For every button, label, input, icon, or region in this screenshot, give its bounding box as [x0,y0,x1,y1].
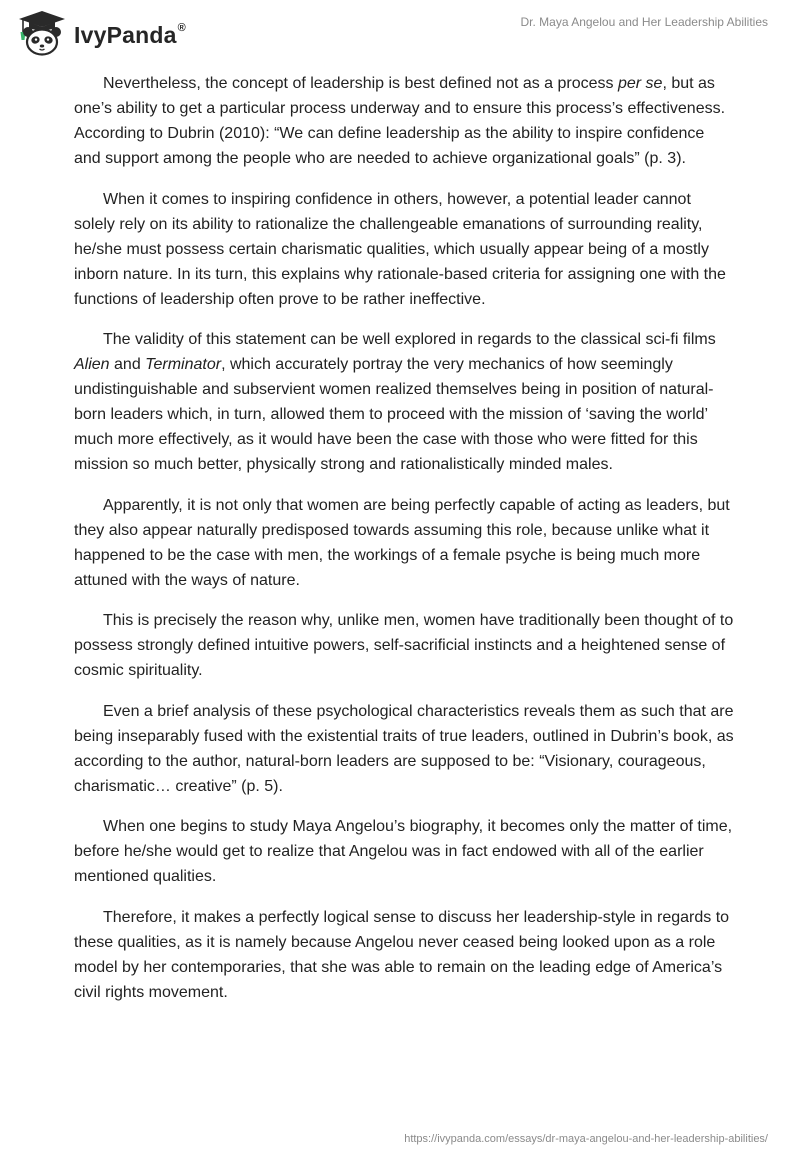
page-header [0,0,800,64]
logo-wordmark: IvyPanda® [74,21,186,48]
source-url[interactable]: https://ivypanda.com/essays/dr-maya-angelou-and-her-leadership-abilities/ [404,1133,768,1145]
paragraph: When one begins to study Maya Angelou’s biography, it becomes only the matter of time, before he/she would get to realize that Angelou was in fact endowed with all of the earlier mentioned qualities. [74,818,733,885]
emphasis: per se [617,75,663,92]
paragraph: Even a brief analysis of these psychological characteristics reveals them as such that are being inseparably fused with the existential traits of true leaders, outlined in Dubrin’s book, as according to the author, natural-born leaders are supposed to be: “Visionary, courageous, charismatic… creative” (p. 5). [74,702,734,795]
paragraph: The validity of this statement can be well explored in regards to the classical sci-fi films Alien and Terminator, which accurately portray the very mechanics of how seemingly undistinguishable and subservient women realized themselves being in position of natural-born leaders which, in turn, allowed them to proceed with the mission of ‘saving the world’ much more effectively, as it would have been the case with those who were fitted for this mission so much better, physically strong and rationalistically minded males. [74,331,716,473]
paragraph: When it comes to inspiring confidence in others, however, a potential leader cannot solely rely on its ability to rationalize the challengeable emanations of surrounding reality, he/she must possess certain charismatic qualities, which usually appear being of a mostly inborn nature. In its turn, this explains why rationale-based criteria for assigning one with the functions of leadership often prove to be rather ineffective. [74,190,726,308]
paragraph: Nevertheless, the concept of leadership is best defined not as a process per se, but as one’s ability to get a particular process underway and to ensure this process’s effectiveness. According to Dubrin (2010): “We can define leadership as the ability to inspire confidence and support among the people who are needed to achieve organizational goals” (p. 3). [74,75,726,167]
essay-body [74,71,734,1020]
registered-mark: ® [177,21,186,34]
paragraph: This is precisely the reason why, unlike men, women have traditionally been thought of to possess strongly defined intuitive powers, self-sacrificial instincts and a heightened sense of cosmic spirituality. [74,612,734,679]
film-title-alien: Alien [74,356,110,373]
film-title-terminator: Terminator [145,356,222,373]
document-title: Dr. Maya Angelou and Her Leadership Abilities [520,15,768,29]
panda-graduate-icon [16,10,68,56]
paragraph: Apparently, it is not only that women are being perfectly capable of acting as leaders, but they also appear naturally predisposed towards assuming this role, because unlike what it happened to be the case with men, the workings of a female psyche is being much more attuned with the ways of nature. [74,496,730,589]
ivypanda-logo[interactable] [16,9,186,57]
paragraph: Therefore, it makes a perfectly logical sense to discuss her leadership-style in regards to these qualities, as it is namely because Angelou never ceased being looked upon as a role model by her contemporaries, that she was able to remain on the leading edge of America’s civil rights movement. [74,908,730,1001]
